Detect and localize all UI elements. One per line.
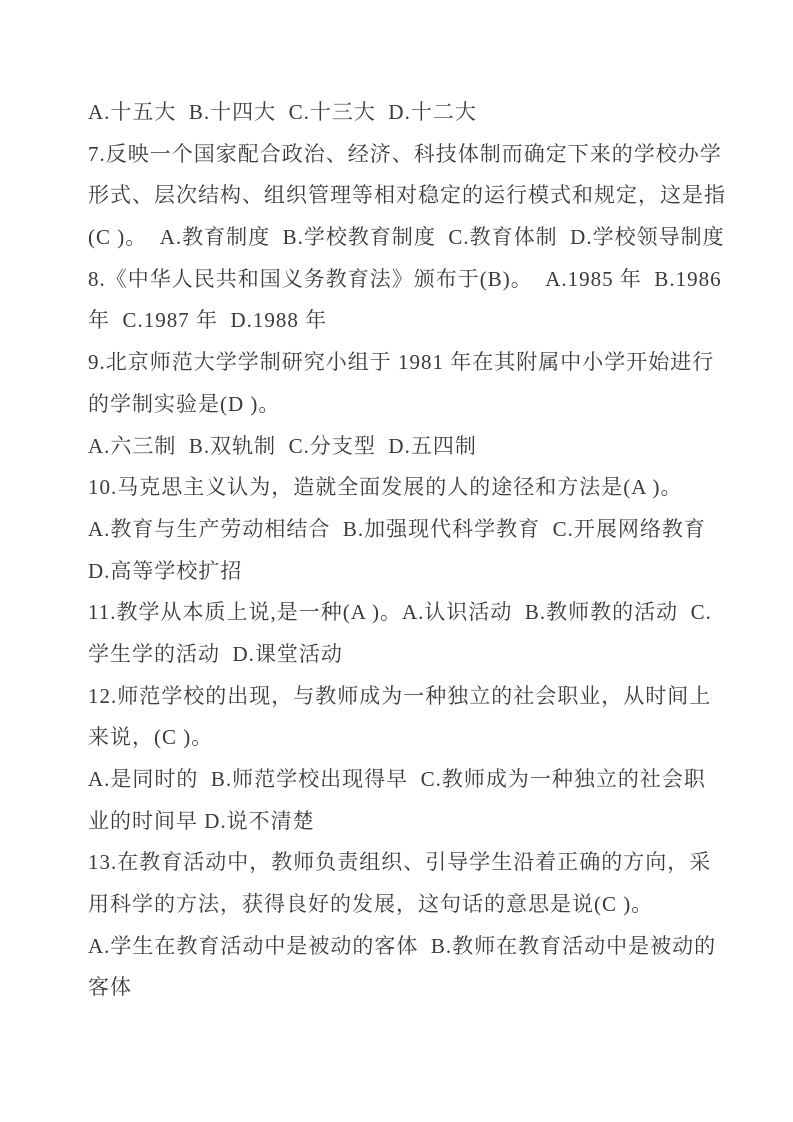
text-line: 9.北京师范大学学制研究小组于 1981 年在其附属中小学开始进行 [88,350,715,375]
text-line: 客体 [88,975,132,1000]
text-line: 8.《中华人民共和国义务教育法》颁布于(B)。 A.1985 年 B.1986 [88,266,722,291]
text-line: 7.反映一个国家配合政治、经济、科技体制而确定下来的学校办学 [88,141,722,166]
text-line: 用科学的方法，获得良好的发展，这句话的意思是说(C )。 [88,892,654,917]
text-line: 13.在教育活动中，教师负责组织、引导学生沿着正确的方向，采 [88,850,712,875]
text-line: 学生学的活动 D.课堂活动 [88,641,343,666]
text-line: A.六三制 B.双轨制 C.分支型 D.五四制 [88,433,477,458]
text-line: A.学生在教育活动中是被动的客体 B.教师在教育活动中是被动的 [88,933,717,958]
text-line: (C )。 A.教育制度 B.学校教育制度 C.教育体制 D.学校领导制度 [88,225,725,250]
text-line: 年 C.1987 年 D.1988 年 [88,308,328,333]
text-line: 11.教学从本质上说,是一种(A )。A.认识活动 B.教师教的活动 C. [88,600,712,625]
text-line: A.是同时的 B.师范学校出现得早 C.教师成为一种独立的社会职 [88,767,706,791]
text-line: D.高等学校扩招 [88,558,243,583]
text-line: A.教育与生产劳动相结合 B.加强现代科学教育 C.开展网络教育 [88,516,706,541]
text-line: 12.师范学校的出现，与教师成为一种独立的社会职业，从时间上 [88,683,712,708]
text-line: 形式、层次结构、组织管理等相对稳定的运行模式和规定，这是指 [88,183,726,208]
text-line: 业的时间早 D.说不清楚 [88,808,315,833]
text-line: 来说，(C )。 [88,725,214,750]
text-line: 的学制实验是(D )。 [88,391,281,416]
text-line: A.十五大 B.十四大 C.十三大 D.十二大 [88,100,477,124]
text-line: 10.马克思主义认为，造就全面发展的人的途径和方法是(A )。 [88,475,683,500]
